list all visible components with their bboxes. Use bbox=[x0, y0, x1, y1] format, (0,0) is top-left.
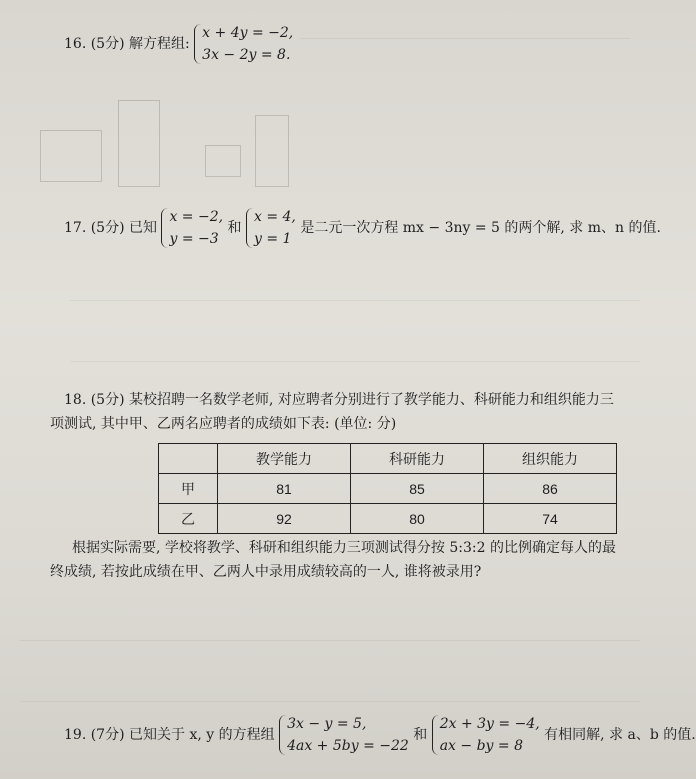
q17-solution-1 bbox=[161, 206, 223, 250]
bleed-through-top bbox=[300, 38, 630, 99]
bleed-through-box-2 bbox=[118, 100, 160, 187]
question-19 bbox=[64, 713, 696, 757]
q16-eq2: 3x − 2y = 8. bbox=[202, 47, 291, 63]
q19-brace-2 bbox=[432, 715, 439, 755]
table-row bbox=[159, 504, 617, 534]
table-cell: 92 bbox=[218, 504, 351, 534]
bleed-through-lower bbox=[20, 640, 640, 702]
table-cell: 乙 bbox=[159, 504, 218, 534]
q17-solution-2 bbox=[246, 206, 296, 250]
q17-s1-eq1: x = −2, bbox=[169, 209, 224, 225]
q16-brace bbox=[194, 24, 201, 64]
q19-s1-eq2: 4ax + 5by = −22 bbox=[287, 738, 409, 754]
q18-line2: 项测试, 其中甲、乙两名应聘者的成绩如下表: (单位: 分) bbox=[50, 416, 397, 432]
table-header-cell: 组织能力 bbox=[484, 444, 617, 474]
q19-and: 和 bbox=[413, 727, 428, 743]
score-table bbox=[158, 443, 617, 534]
question-17 bbox=[64, 206, 661, 250]
table-cell: 甲 bbox=[159, 474, 218, 504]
table-header-cell bbox=[159, 444, 218, 474]
table-cell: 80 bbox=[351, 504, 484, 534]
q17-prefix: 17. (5分) 已知 bbox=[64, 220, 157, 236]
q17-s2-eq2: y = 1 bbox=[253, 231, 292, 247]
q16-eq1: x + 4y = −2, bbox=[202, 25, 294, 41]
q17-brace-2 bbox=[246, 208, 253, 248]
q19-system-1 bbox=[279, 713, 409, 757]
table-header-row bbox=[159, 444, 617, 474]
q19-suffix: 有相同解, 求 a、b 的值. bbox=[544, 727, 696, 743]
bleed-through-box-4 bbox=[255, 115, 289, 187]
q16-label: 16. (5分) 解方程组: bbox=[64, 36, 190, 52]
bleed-through-box-3 bbox=[205, 145, 241, 177]
table-header-cell: 科研能力 bbox=[351, 444, 484, 474]
q17-brace-1 bbox=[161, 208, 168, 248]
question-16 bbox=[64, 22, 293, 66]
q17-suffix: 是二元一次方程 mx − 3ny = 5 的两个解, 求 m、n 的值. bbox=[300, 220, 661, 236]
q18-para1: 根据实际需要, 学校将教学、科研和组织能力三项测试得分按 5:3:2 的比例确定每人的最 bbox=[72, 540, 616, 556]
table-header-cell: 教学能力 bbox=[218, 444, 351, 474]
table-cell: 86 bbox=[484, 474, 617, 504]
q18-line1: 18. (5分) 某校招聘一名数学老师, 对应聘者分别进行了教学能力、科研能力和组织能力三 bbox=[64, 392, 614, 408]
q19-prefix: 19. (7分) 已知关于 x, y 的方程组 bbox=[64, 727, 275, 743]
table-row bbox=[159, 474, 617, 504]
bleed-through-mid bbox=[70, 300, 640, 362]
q19-brace-1 bbox=[279, 715, 286, 755]
q16-equation-system bbox=[194, 22, 293, 66]
q19-s1-eq1: 3x − y = 5, bbox=[287, 716, 367, 732]
bleed-through-box-1 bbox=[40, 130, 102, 182]
table-cell: 81 bbox=[218, 474, 351, 504]
q19-s2-eq1: 2x + 3y = −4, bbox=[439, 716, 540, 732]
q17-s1-eq2: y = −3 bbox=[169, 231, 219, 247]
q19-system-2 bbox=[432, 713, 540, 757]
q17-and: 和 bbox=[227, 220, 242, 236]
table-cell: 74 bbox=[484, 504, 617, 534]
table-cell: 85 bbox=[351, 474, 484, 504]
q19-s2-eq2: ax − by = 8 bbox=[439, 738, 523, 754]
q18-para2: 终成绩, 若按此成绩在甲、乙两人中录用成绩较高的一人, 谁将被录用? bbox=[50, 564, 482, 580]
q17-s2-eq1: x = 4, bbox=[253, 209, 296, 225]
